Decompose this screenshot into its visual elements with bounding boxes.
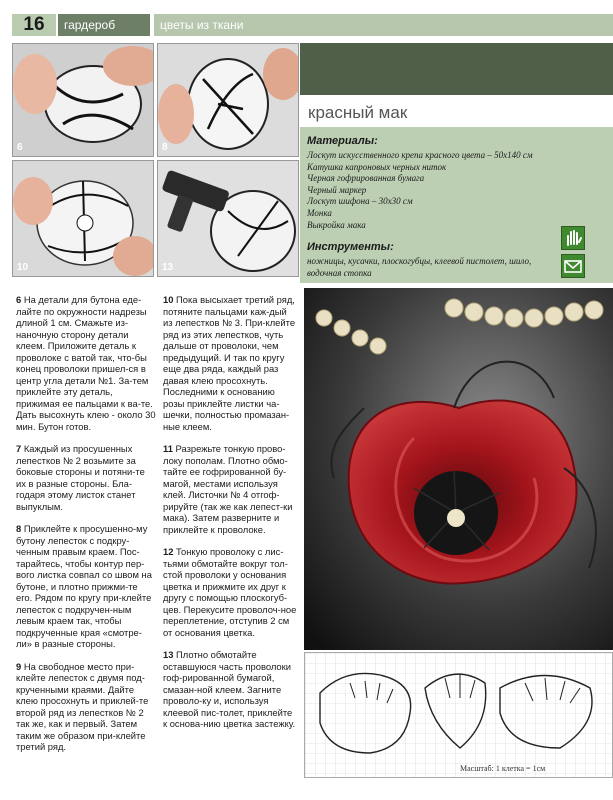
step-9: 9 На свободное место при-клейте лепесток с двумя под-крученными краями. Дайте клею просохнуть и приклей-те второй ряд из лепестков № 2 так же, как и первый. Затем таким же образом при-клейте третий ряд. <box>16 660 149 752</box>
step-photo-6 <box>12 43 154 157</box>
material-item: Монка <box>307 207 332 218</box>
material-item: Лоскут искусственного крепа красного цвета – 50х140 см <box>307 150 533 160</box>
material-item: Лоскут шифона – 30х30 см <box>307 196 413 207</box>
petal-bud-icon <box>158 44 298 156</box>
glue-gun-icon <box>158 161 298 276</box>
step-7: 7 Каждый из просушенных лепестков № 2 возьмите за боковые стороны и потяни-те их в разные стороны. Бла-годаря этому листок станет выпуклым. <box>16 443 145 512</box>
photo-number: 8 <box>162 142 168 153</box>
material-item: Катушка капроновых черных ниток <box>307 161 447 172</box>
envelope-icon <box>561 254 585 278</box>
photo-number: 13 <box>162 262 174 273</box>
project-title: красный мак <box>308 103 408 122</box>
step-11: 11 Разрежьте тонкую прово-локу пополам. Плотно обмо-тайте ее гофрированной бу-магой, местами используя клей. Листочки № 4 отгоф-рируйте (так же как лепест-ки мака). Затем разверните и приклейте к проволоке. <box>163 443 293 535</box>
step-photo-8 <box>157 43 299 157</box>
step-8: 8 Приклейте к просушенно-му бутону лепесток с подкру-ченным правым краем. Пос-тарайтесь, чтобы контур пер-вого листка совпал со швом на бутоне, и плотно прижми-те его. Рядом по кругу при-клейте лепесток с подкручен-ным левым краем так, чтобы подкрученные края «смотре-ли» в разные стороны. <box>16 523 152 649</box>
hand-difficulty-icon <box>561 226 585 250</box>
scale-note: Масштаб: 1 клетка = 1см <box>460 764 546 773</box>
step-10: 10 Пока высыхает третий ряд, потяните пальцами каж-дый из лепестков № 3. При-клейте ряд из этих лепестков, чуть дальше от проволоки, чем предыдущий. И так по кругу еще два ряда, каждый раз давая клею просохнуть. Последними к основанию розы приклейте листки ча-шечки, полностью промазан-ные клеем. <box>163 294 296 432</box>
page-number: 16 <box>12 14 56 36</box>
tools-list: ножницы, кусачки, плоскогубцы, клеевой пистолет, шило, водочная стопка <box>307 256 532 278</box>
step-13: 13 Плотно обмотайте оставшуюся часть проволоки гоф-рированной бумагой, смазан-ной клеем. Загните проволо-ку и, используя клеевой пис-толет, приклейте к основа-нию цветка застежку. <box>163 649 296 729</box>
step-photo-13 <box>157 160 299 277</box>
materials-list <box>307 150 555 231</box>
materials-heading: Материалы: <box>307 135 378 147</box>
step-6: 6 На детали для бутона еде-лайте по окружности надрезы длиной 1 см. Смажьте из-наночную сторону детали клеем. Приложите деталь к проволоке с ватой так, что-бы конец проволоки пришел-ся в центр угла детали №1. За-тем приклейте эту деталь, прижимая ее пальцами к ва-те. Дать высохнуть клею - около 30 мин. Бутон готов. <box>16 294 156 432</box>
decorative-band <box>300 43 613 95</box>
step-12: 12 Тонкую проволоку с лис-тьями обмотайте вокруг тол-стой проволоки у основания цветка и прижмите их друг к другу с помощью плоскогуб-цев. Перекусите проволоч-ное переплетение, отступив 2 см от основания цветка. <box>163 546 297 638</box>
petal-rows-icon <box>13 161 153 276</box>
photo-number: 6 <box>17 142 23 153</box>
material-item: Выкройка мака <box>307 219 366 230</box>
photo-number: 10 <box>17 262 29 273</box>
subsection-label: цветы из ткани <box>154 14 613 36</box>
instructions-column-left <box>16 294 156 764</box>
tools-heading: Инструменты: <box>307 241 394 253</box>
petal-pattern-icon <box>305 653 612 777</box>
section-label: гардероб <box>58 14 150 36</box>
poppy-flower-icon <box>304 288 613 650</box>
step-photo-10 <box>12 160 154 277</box>
hands-wrapping-icon <box>13 44 153 156</box>
petal-pattern <box>304 652 613 778</box>
material-item: Черный маркер <box>307 184 367 195</box>
material-item: Черная гофрированная бумага <box>307 173 425 184</box>
poppy-photo <box>304 288 613 650</box>
instructions-column-right <box>163 294 297 741</box>
